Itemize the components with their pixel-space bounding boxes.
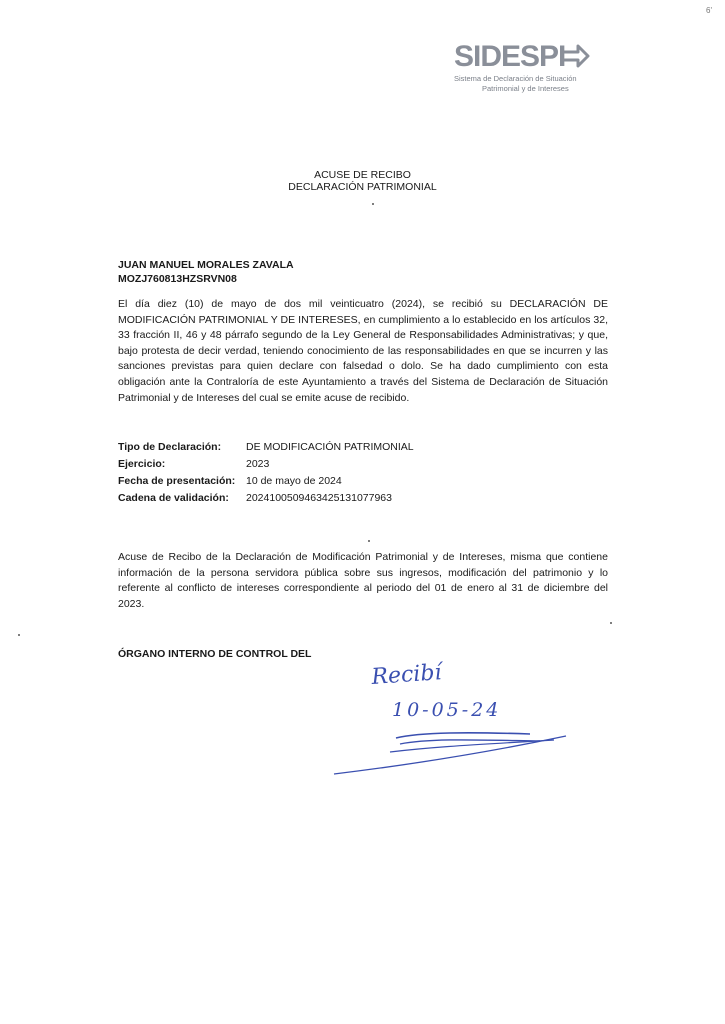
logo-subtitle-line2: Patrimonial y de Intereses — [482, 84, 569, 93]
handwritten-receipt-signature — [330, 648, 570, 788]
detail-value: DE MODIFICACIÓN PATRIMONIAL — [246, 441, 414, 453]
detail-label: Cadena de validación: — [118, 492, 229, 504]
sidespi-logo — [440, 38, 600, 98]
document-title: ACUSE DE RECIBO — [314, 169, 411, 181]
svg-text:10-05-24: 10-05-24 — [392, 699, 502, 721]
detail-value: 20241005094634251310779​63 — [246, 492, 392, 504]
logo-subtitle-line1: Sistema de Declaración de Situación — [454, 74, 577, 83]
detail-label: Fecha de presentación: — [118, 475, 236, 487]
detail-label: Ejercicio: — [118, 458, 166, 470]
corner-mark: 6' — [706, 6, 712, 15]
declaration-details — [118, 441, 414, 509]
declarant-curp: MOZJ760813HZSRVN08 — [118, 273, 237, 285]
detail-row — [118, 475, 414, 492]
scope-paragraph: Acuse de Recibo de la Declaración de Modificación Patrimonial y de Intereses, misma que contiene información de la persona servidora pública sobre sus ingresos, modificación del patrimonio y lo referente al conflicto de intereses correspondiente al periodo del 01 de enero al 31 de diciembre del 2023. — [118, 551, 608, 610]
detail-row — [118, 441, 414, 458]
detail-row — [118, 492, 414, 509]
detail-value: 2023 — [246, 458, 270, 470]
scan-speck — [368, 540, 370, 542]
logo-text: SIDESPI — [454, 40, 566, 73]
scan-speck — [18, 634, 20, 636]
document-subtitle: DECLARACIÓN PATRIMONIAL — [288, 181, 437, 193]
receipt-paragraph: El día diez (10) de mayo de dos mil veinticuatro (2024), se recibió su DECLARACIÓN DE MODIFICACIÓN PATRIMONIAL Y DE INTERESES, en cumplimiento a lo establecido en los artículos 32, 33 fracción II, 46 y 48 párrafo segundo de la Ley General de Responsabilidades Administrativas; y que, bajo protesta de decir verdad, teniendo conocimiento de las responsabilidades en que se incurren y las sanciones previstas para quien declare con falsedad o dolo. Se ha dado cumplimiento con esta obligación ante la Contraloría de este Ayuntamiento a través del Sistema de Declaración de Situación Patrimonial y de Intereses del cual se emite acuse de recibido. — [118, 298, 608, 404]
internal-control-label: ÓRGANO INTERNO DE CONTROL DEL — [118, 648, 312, 660]
scan-speck — [372, 203, 374, 205]
detail-row — [118, 458, 414, 475]
detail-value: 10 de mayo de 2024 — [246, 475, 342, 487]
declarant-name: JUAN MANUEL MORALES ZAVALA — [118, 259, 294, 271]
scan-speck — [610, 622, 612, 624]
detail-label: Tipo de Declaración: — [118, 441, 222, 453]
svg-text:Recibí: Recibí — [370, 660, 443, 690]
arrow-icon — [562, 42, 590, 72]
